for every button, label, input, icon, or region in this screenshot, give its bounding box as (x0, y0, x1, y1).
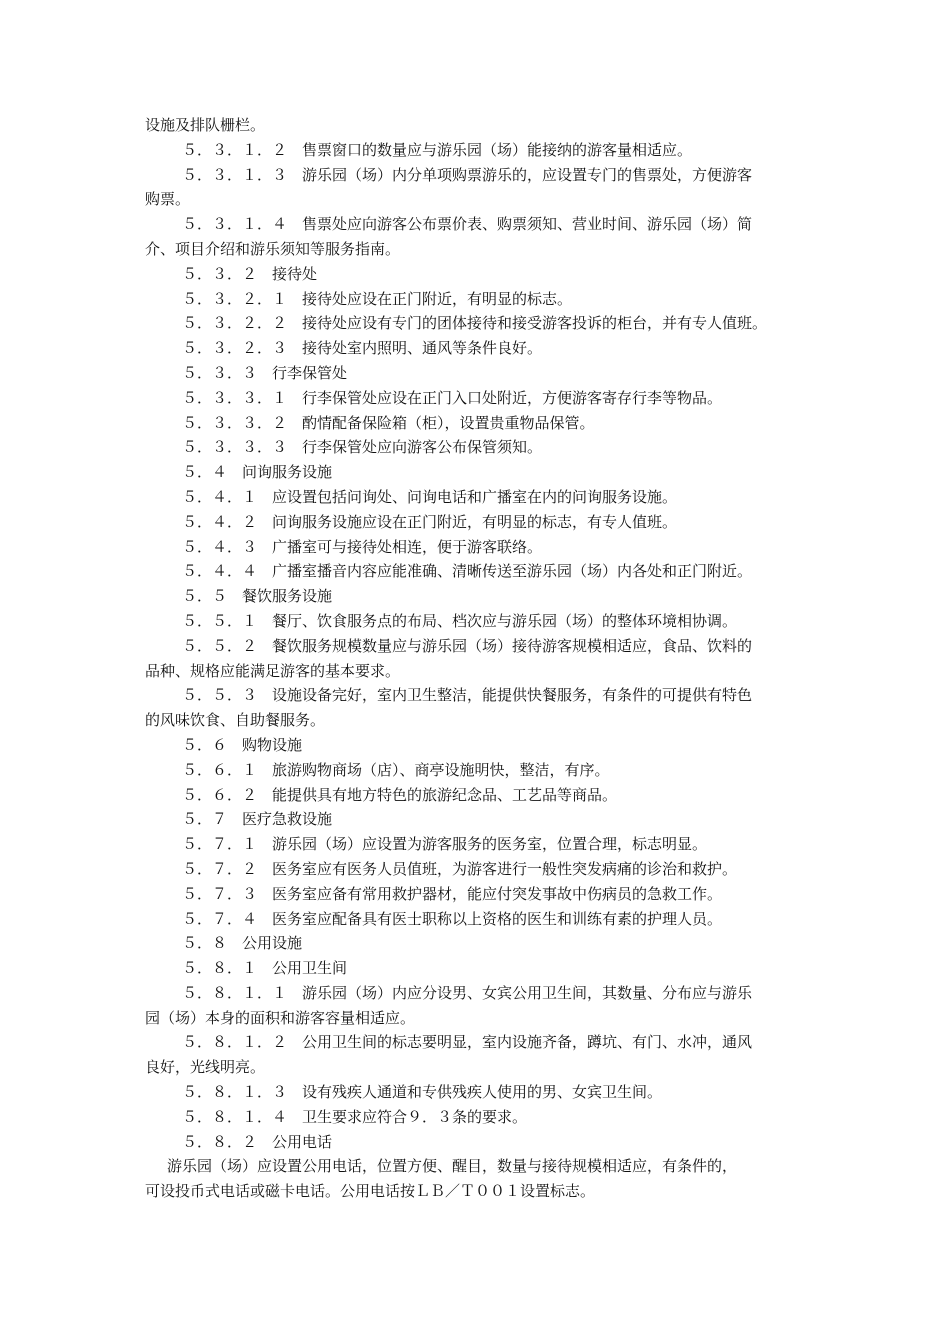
text-line: 可设投币式电话或磁卡电话。公用电话按ＬＢ／Ｔ００１设置标志。 (145, 1182, 596, 1201)
text-line: ５．３．２ 接待处 (182, 264, 318, 283)
text-line: 良好，光线明亮。 (145, 1058, 266, 1077)
text-line: ５．５ 餐饮服务设施 (182, 587, 333, 606)
text-line: ５．４ 问询服务设施 (182, 463, 333, 482)
text-line: ５．３．３．１ 行李保管处应设在正门入口处附近，方便游客寄存行李等物品。 (182, 388, 723, 407)
text-line: ５．６．２ 能提供具有地方特色的旅游纪念品、工艺品等商品。 (182, 785, 618, 804)
text-line: ５．３．１．３ 游乐园（场）内分单项购票游乐的，应设置专门的售票处，方便游客 (182, 165, 753, 184)
text-line: ５．４．１ 应设置包括问询处、问询电话和广播室在内的问询服务设施。 (182, 487, 678, 506)
text-line: ５．５．１ 餐厅、饮食服务点的布局、档次应与游乐园（场）的整体环境相协调。 (182, 611, 738, 630)
text-line: 的风味饮食、自助餐服务。 (145, 711, 326, 730)
document-page (145, 113, 810, 1204)
text-line: ５．８ 公用设施 (182, 934, 303, 953)
text-line: ５．３．３．２ 酌情配备保险箱（柜），设置贵重物品保管。 (182, 413, 595, 432)
text-line: ５．８．１．２ 公用卫生间的标志要明显，室内设施齐备，蹲坑、有门、水冲，通风 (182, 1033, 753, 1052)
text-line: ５．３．１．２ 售票窗口的数量应与游乐园（场）能接纳的游客量相适应。 (182, 140, 693, 159)
text-line: 游乐园（场）应设置公用电话，位置方便、醒目，数量与接待规模相适应，有条件的， (167, 1157, 738, 1176)
text-line: ５．８．１ 公用卫生间 (182, 959, 348, 978)
text-line: ５．３．２．２ 接待处应设有专门的团体接待和接受游客投诉的柜台，并有专人值班。 (182, 314, 768, 333)
text-line: ５．７．２ 医务室应有医务人员值班，为游客进行一般性突发病痛的诊治和救护。 (182, 859, 738, 878)
text-line: 购票。 (145, 190, 191, 209)
text-line: ５．７．４ 医务室应配备具有医士职称以上资格的医生和训练有素的护理人员。 (182, 909, 723, 928)
text-line: ５．７ 医疗急救设施 (182, 810, 333, 829)
text-line: ５．５．２ 餐饮服务规模数量应与游乐园（场）接待游客规模相适应，食品、饮料的 (182, 636, 753, 655)
text-line: 设施及排队栅栏。 (145, 116, 266, 134)
text-line: ５．６ 购物设施 (182, 735, 303, 754)
text-line: ５．３．３ 行李保管处 (182, 363, 348, 382)
text-line: ５．４．４ 广播室播音内容应能准确、清晰传送至游乐园（场）内各处和正门附近。 (182, 562, 753, 581)
text-line: ５．７．３ 医务室应备有常用救护器材，能应付突发事故中伤病员的急救工作。 (182, 884, 723, 903)
text-line: ５．８．２ 公用电话 (182, 1132, 333, 1151)
text-line: 品种、规格应能满足游客的基本要求。 (145, 661, 401, 680)
text-line: ５．３．１．４ 售票处应向游客公布票价表、购票须知、营业时间、游乐园（场）简 (182, 215, 753, 234)
text-line: ５．３．２．１ 接待处应设在正门附近，有明显的标志。 (182, 289, 573, 308)
text-line: ５．８．１．１ 游乐园（场）内应分设男、女宾公用卫生间，其数量、分布应与游乐 (182, 983, 753, 1002)
text-line: 园（场）本身的面积和游客容量相适应。 (145, 1008, 416, 1027)
text-line: ５．３．３．３ 行李保管处应向游客公布保管须知。 (182, 438, 543, 457)
text-line: ５．４．３ 广播室可与接待处相连，便于游客联络。 (182, 537, 543, 556)
text-line: ５．４．２ 问询服务设施应设在正门附近，有明显的标志，有专人值班。 (182, 512, 678, 531)
text-line: ５．８．１．３ 设有残疾人通道和专供残疾人使用的男、女宾卫生间。 (182, 1083, 663, 1102)
text-line: ５．３．２．３ 接待处室内照明、通风等条件良好。 (182, 339, 543, 358)
text-line: ５．５．３ 设施设备完好，室内卫生整洁，能提供快餐服务，有条件的可提供有特色 (182, 686, 753, 705)
text-line: ５．６．１ 旅游购物商场（店）、商亭设施明快，整洁，有序。 (182, 760, 610, 779)
text-line: ５．７．１ 游乐园（场）应设置为游客服务的医务室，位置合理，标志明显。 (182, 835, 708, 854)
text-line: ５．８．１．４ 卫生要求应符合９．３条的要求。 (182, 1107, 528, 1126)
text-line: 介、项目介绍和游乐须知等服务指南。 (145, 239, 401, 258)
